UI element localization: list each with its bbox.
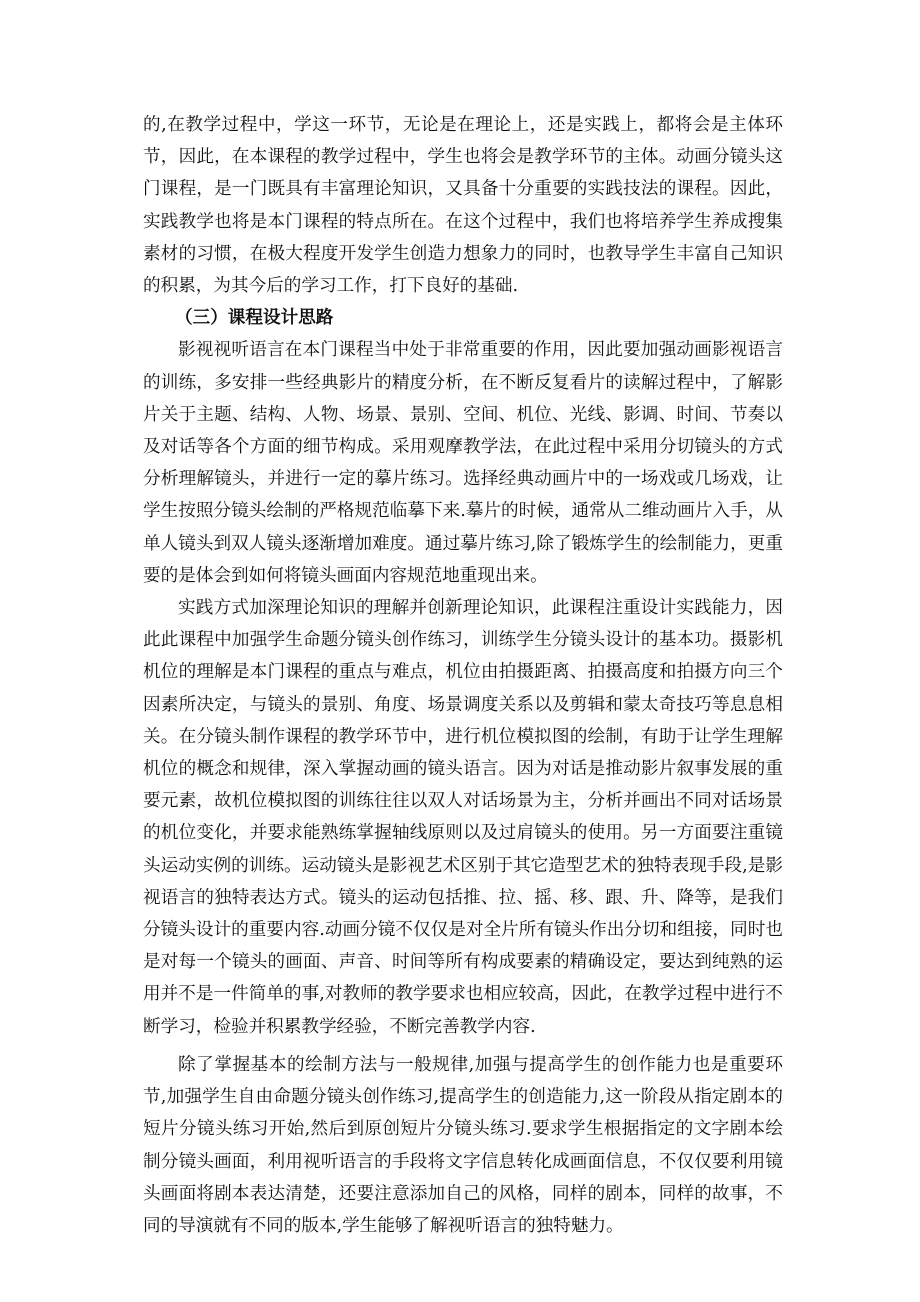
paragraph-film-language: 影视视听语言在本门课程当中处于非常重要的作用，因此要加强动画影视语言的训练，多安排一些经典影片的精度分析，在不断反复看片的读解过程中，了解影片关于主题、结构、人物、场景、景别、空间、机位、光线、影调、时间、节奏以及对话等各个方面的细节构成。采用观摩教学法，在此过程中采用分切镜头的方式分析理解镜头，并进行一定的摹片练习。选择经典动画片中的一场戏或几场戏，让学生按照分镜头绘制的严格规范临摹下来.摹片的时候，通常从二维动画片入手，从单人镜头到双人镜头逐渐增加难度。通过摹片练习,除了锻炼学生的绘制能力，更重要的是体会到如何将镜头画面内容规范地重现出来。 <box>143 340 783 586</box>
section-heading: （三）课程设计思路 <box>175 308 334 329</box>
paragraph-intro-continued: 的,在教学过程中，学这一环节，无论是在理论上，还是实践上，都将会是主体环节，因此，在本课程的教学过程中，学生也将会是教学环节的主体。动画分镜头这门课程，是一门既具有丰富理论知识，又具备十分重要的实践技法的课程。因此，实践教学也将是本门课程的特点所在。在这个过程中，我们也将培养学生养成搜集素材的习惯，在极大程度开发学生创造力想象力的同时，也教导学生丰富自己知识的积累，为其今后的学习工作，打下良好的基础. <box>143 115 783 297</box>
document-body <box>143 109 783 1242</box>
paragraph-creative-ability: 除了掌握基本的绘制方法与一般规律,加强与提高学生的创作能力也是重要环节,加强学生自由命题分镜头创作练习,提高学生的创造能力,这一阶段从指定剧本的短片分镜头练习开始,然后到原创短片分镜头练习.要求学生根据指定的文字剧本绘制分镜头画面，利用视听语言的手段将文字信息转化成画面信息，不仅仅要利用镜头画面将剧本表达清楚，还要注意添加自己的风格，同样的剧本，同样的故事，不同的导演就有不同的版本,学生能够了解视听语言的独特魅力。 <box>143 1054 783 1236</box>
paragraph-practice-methods: 实践方式加深理论知识的理解并创新理论知识，此课程注重设计实践能力，因此此课程中加强学生命题分镜头创作练习，训练学生分镜头设计的基本功。摄影机机位的理解是本门课程的重点与难点，机位由拍摄距离、拍摄高度和拍摄方向三个因素所决定，与镜头的景别、角度、场景调度关系以及剪辑和蒙太奇技巧等息息相关。在分镜头制作课程的教学环节中，进行机位模拟图的绘制，有助于让学生理解机位的概念和规律，深入掌握动画的镜头语言。因为对话是推动影片叙事发展的重要元素，故机位模拟图的训练往往以双人对话场景为主，分析并画出不同对话场景的机位变化，并要求能熟练掌握轴线原则以及过肩镜头的使用。另一方面要注重镜头运动实例的训练。运动镜头是影视艺术区别于其它造型艺术的独特表现手段,是影视语言的独特表达方式。镜头的运动包括推、拉、摇、移、跟、升、降等，是我们分镜头设计的重要内容.动画分镜不仅仅是对全片所有镜头作出分切和组接，同时也是对每一个镜头的画面、声音、时间等所有构成要素的精确设定，要达到纯熟的运用并不是一件简单的事,对教师的教学要求也相应较高，因此，在教学过程中进行不断学习，检验并积累教学经验，不断完善教学内容. <box>143 598 783 1037</box>
